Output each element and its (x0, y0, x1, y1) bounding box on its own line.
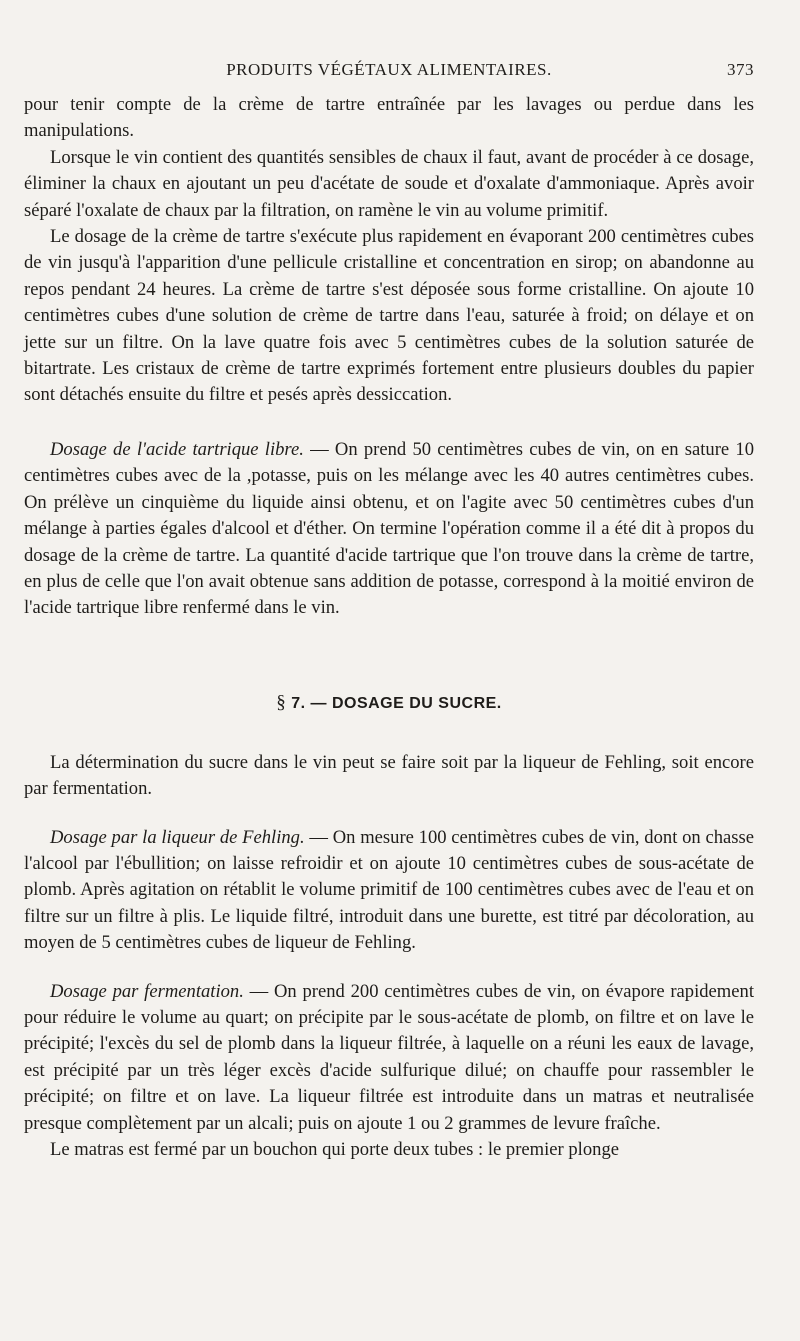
run-in-heading: Dosage de l'acide tartrique libre. (50, 438, 304, 460)
paragraph (24, 979, 754, 1137)
paragraph: Lorsque le vin contient des quantités sensibles de chaux il faut, avant de procéder à ce dosage, éliminer la chaux en ajoutant un peu d'acétate de soude et d'oxalate d'ammoniaque. Après avoir séparé l'oxalate de chaux par la filtration, on ramène le vin au volume primitif. (24, 146, 754, 221)
paragraph-text: — On prend 200 centimètres cubes de vin, on évapore rapidement pour réduire le volume au quart; on précipite par le sous-acétate de plomb, on filtre et on lave le précipité; l'excès du sel de plomb dans la liqueur filtrée, à laquelle on a réuni les eaux de lavage, est précipité par un très léger excès d'acide sulfurique dilué; on chauffe pour rassembler le précipité; on filtre et on lave. La liqueur filtrée est introduite dans un matras et neutralisée presque complètement par un alcali; puis on ajoute 1 ou 2 grammes de levure fraîche. (24, 980, 754, 1134)
body-text (24, 92, 754, 1163)
paragraph: pour tenir compte de la crème de tartre entraînée par les lavages ou perdue dans les manipulations. (24, 94, 754, 142)
page-number: 373 (727, 60, 754, 79)
paragraph-gap (24, 409, 754, 437)
book-page (24, 0, 754, 1341)
paragraph-text: — On mesure 100 centimètres cubes de vin, dont on chasse l'alcool par l'ébullition; on laisse refroidir et on ajoute 10 centimètres cubes de sous-acétate de plomb. Après agitation on rétablit le volume primitif de 100 centimètres cubes avec de l'eau et on filtre sur un filtre à plis. Le liquide filtré, introduit dans une burette, est titré par décoloration, au moyen de 5 centimètres cubes de liqueur de Fehling. (24, 826, 754, 954)
paragraph: Le matras est fermé par un bouchon qui porte deux tubes : le premier plonge (50, 1139, 619, 1160)
running-head (24, 60, 754, 84)
paragraph: La détermination du sucre dans le vin peut se faire soit par la liqueur de Fehling, soit encore par fermentation. (24, 751, 754, 800)
run-in-heading: Dosage par fermentation. (50, 980, 244, 1002)
section-heading-text: 7. — DOSAGE DU SUCRE. (291, 694, 502, 712)
paragraph: Le dosage de la crème de tartre s'exécute plus rapidement en évaporant 200 centimètres cubes de vin jusqu'à l'apparition d'une pellicule cristalline et concentration en sirop; on abandonne au repos pendant 24 heures. La crème de tartre s'est déposée sous forme cristalline. On ajoute 10 centimètres cubes d'une solution de crème de tartre dans l'eau, saturée à froid; on délaye et on jette sur un filtre. On la lave quatre fois avec 5 centimètres cubes de la solution saturée de bitartrate. Les cristaux de crème de tartre exprimés fortement entre plusieurs doubles du papier sont détachés ensuite du filtre et pesés après dessiccation. (24, 226, 754, 406)
section-gap (24, 622, 754, 690)
paragraph-gap (24, 957, 754, 979)
paragraph-gap (24, 803, 754, 825)
paragraph-text: — On prend 50 centimètres cubes de vin, on en sature 10 centimètres cubes avec de la ,potasse, puis on les mélange avec les 40 autres centimètres cubes. On prélève un cinquième du liquide ainsi obtenu, et on l'agite avec 50 centimètres cubes d'un mélange à parties égales d'alcool et d'éther. On termine l'opération comme il a été dit à propos du dosage de la crème de tartre. La quantité d'acide tartrique que l'on trouve dans la crème de tartre, en plus de celle que l'on avait obtenue sans addition de potasse, correspond à la moitié environ de l'acide tartrique libre renfermé dans le vin. (24, 438, 754, 619)
section-gap (24, 716, 754, 750)
paragraph (24, 825, 754, 957)
running-title: PRODUITS VÉGÉTAUX ALIMENTAIRES. (226, 60, 552, 79)
section-sign: § (276, 691, 287, 713)
paragraph (24, 437, 754, 622)
run-in-heading: Dosage par la liqueur de Fehling. (50, 826, 305, 848)
section-heading (24, 690, 754, 716)
